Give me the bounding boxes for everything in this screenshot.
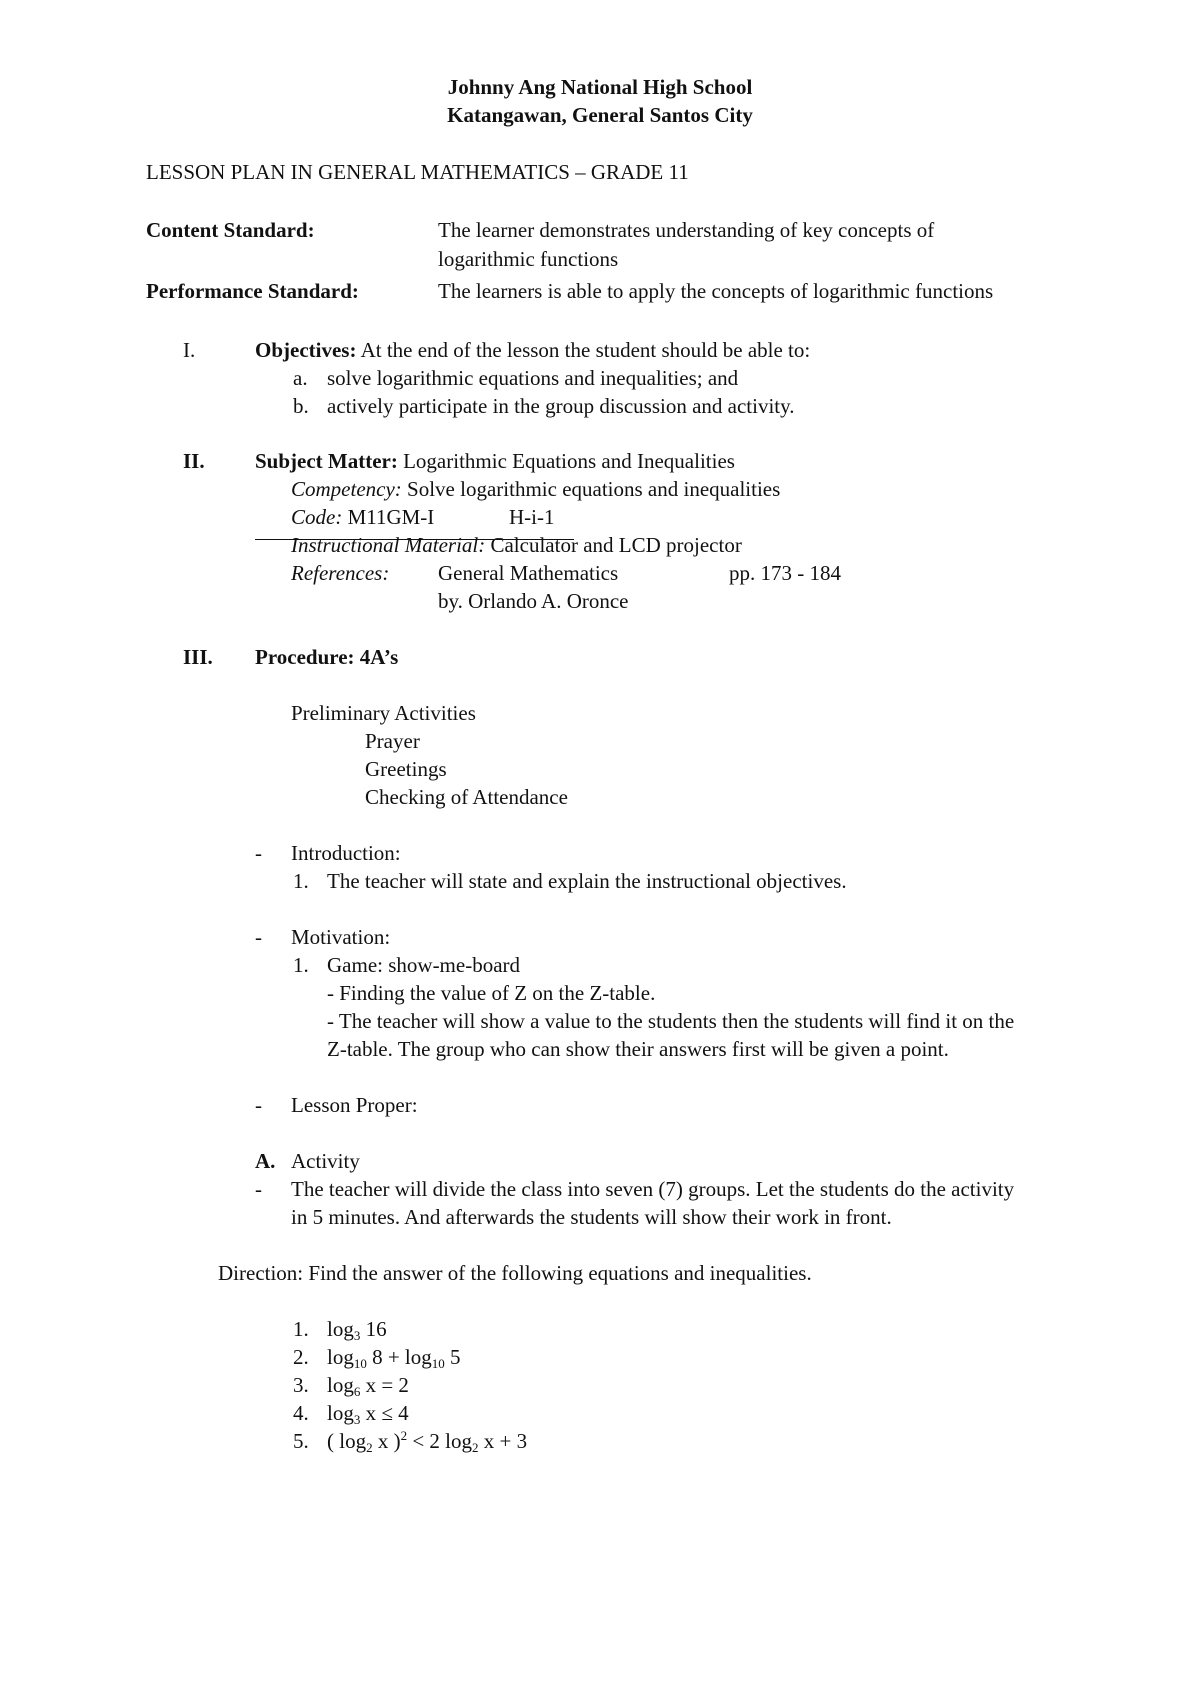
motivation-label: Motivation: <box>291 925 391 949</box>
content-standard-text-2: logarithmic functions <box>438 247 619 271</box>
lesson-proper-label: Lesson Proper: <box>291 1093 418 1117</box>
activity-label: Activity <box>291 1149 360 1173</box>
performance-standard-label: Performance Standard: <box>146 279 359 303</box>
lesson-plan-title: LESSON PLAN IN GENERAL MATHEMATICS – GRADE 11 <box>146 160 689 184</box>
code-part-2: H-i-1 <box>509 505 555 529</box>
lesson-proper-dash: - <box>255 1093 262 1117</box>
activity-text-line-1: The teacher will divide the class into seven (7) groups. Let the students do the activity <box>291 1177 1015 1201</box>
introduction-item: The teacher will state and explain the instructional objectives. <box>327 869 847 893</box>
school-address: Katangawan, General Santos City <box>447 103 753 127</box>
problem-1-marker: 1. <box>293 1317 309 1341</box>
direction-text: Direction: Find the answer of the following equations and inequalities. <box>218 1261 812 1285</box>
problem-4-marker: 4. <box>293 1401 309 1425</box>
subject-matter-label: Subject Matter: <box>255 449 398 473</box>
motivation-item-marker: 1. <box>293 953 309 977</box>
preliminary-activities-title: Preliminary Activities <box>291 701 476 725</box>
objective-marker-b: b. <box>293 394 309 418</box>
section-numeral-ii: II. <box>183 449 205 473</box>
motivation-item: Game: show-me-board <box>327 953 521 977</box>
motivation-sub-2-line-2: Z-table. The group who can show their answers first will be given a point. <box>327 1037 949 1061</box>
material-text: Calculator and LCD projector <box>490 533 742 557</box>
objective-item-b: actively participate in the group discussion and activity. <box>327 394 795 418</box>
motivation-dash: - <box>255 925 262 949</box>
activity-marker: A. <box>255 1149 276 1173</box>
competency-text: Solve logarithmic equations and inequalities <box>407 477 781 501</box>
problem-5: ( $\log_2 x$ )$^2$ < 2 $\log_2 x + 3$ <box>327 1428 528 1455</box>
problem-2: $\log_{10} 8 + \log_{10} 5$ <box>327 1345 461 1371</box>
problem-5-marker: 5. <box>293 1429 309 1453</box>
problem-4: $\log_3 x \le 4$ <box>327 1401 409 1427</box>
references-pages: pp. 173 - 184 <box>729 561 841 585</box>
section-numeral-i: I. <box>183 338 196 362</box>
objective-marker-a: a. <box>293 366 308 390</box>
problem-3-marker: 3. <box>293 1373 309 1397</box>
code-part-1: M11GM-I <box>347 505 435 529</box>
content-standard-label: Content Standard: <box>146 218 315 242</box>
problem-1: $\log_3 16$ <box>327 1317 387 1343</box>
activity-text-line-2: in 5 minutes. And afterwards the students will show their work in front. <box>291 1205 892 1229</box>
objectives-text: At the end of the lesson the student should be able to: <box>360 338 811 362</box>
problem-2-marker: 2. <box>293 1345 309 1369</box>
objectives-heading <box>255 337 810 363</box>
performance-standard-text: The learners is able to apply the concepts of logarithmic functions <box>438 279 994 303</box>
material-line <box>291 532 742 558</box>
preliminary-item-greetings: Greetings <box>365 757 447 781</box>
objective-item-a: solve logarithmic equations and inequalities; and <box>327 366 739 390</box>
subject-matter-heading <box>255 448 735 474</box>
school-name: Johnny Ang National High School <box>447 75 753 99</box>
competency-line <box>291 476 780 502</box>
subject-matter-text: Logarithmic Equations and Inequalities <box>403 449 735 473</box>
motivation-sub-2-line-1: - The teacher will show a value to the students then the students will find it on the <box>327 1009 1015 1033</box>
introduction-label: Introduction: <box>291 841 401 865</box>
material-label: Instructional Material: <box>291 533 486 557</box>
activity-dash: - <box>255 1177 262 1201</box>
references-author: by. Orlando A. Oronce <box>438 589 629 613</box>
competency-label: Competency: <box>291 477 402 501</box>
references-book: General Mathematics <box>438 561 619 585</box>
problem-3: $\log_6 x = 2$ <box>327 1373 409 1399</box>
introduction-item-marker: 1. <box>293 869 309 893</box>
preliminary-item-prayer: Prayer <box>365 729 420 753</box>
code-line <box>291 504 434 530</box>
code-label: Code: <box>291 505 343 529</box>
procedure-heading: Procedure: 4A’s <box>255 645 399 669</box>
references-label: References: <box>291 561 390 585</box>
motivation-sub-1: - Finding the value of Z on the Z-table. <box>327 981 656 1005</box>
objectives-label: Objectives: <box>255 338 357 362</box>
content-standard-text-1: The learner demonstrates understanding of key concepts of <box>438 218 935 242</box>
section-numeral-iii: III. <box>183 645 213 669</box>
introduction-dash: - <box>255 841 262 865</box>
preliminary-item-attendance: Checking of Attendance <box>365 785 568 809</box>
